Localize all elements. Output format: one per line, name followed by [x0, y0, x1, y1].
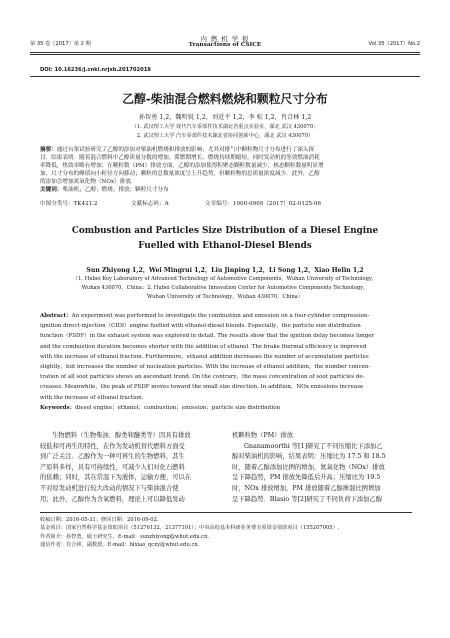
- footnotes: [40, 516, 420, 550]
- paper-title-en-line-1: Combustion and Particles Size Distribution of a Diesel Engine: [71, 226, 379, 236]
- body-left-line: 的依赖；同时，其在常温下为液体，运输方便，可以在: [40, 474, 192, 482]
- body-left-line: 产原料多样，具有可持续性，可减少人们对化石燃料: [40, 463, 185, 471]
- affiliation-cn-2: 2. 武汉理工大学 汽车零部件技术湖北省协同创新中心，湖北 武汉 430070）: [136, 133, 314, 139]
- abstract-en: [40, 311, 412, 413]
- abstract-en-label: Abstract：: [40, 313, 72, 319]
- abstract-en-line: tration of all soot particles shows an ascendant trend. On the contrary，the mass concentration of soot particles de-: [40, 374, 365, 381]
- body-left-line: 到广泛关注．乙醇作为一种可再生的生物燃料，其生: [40, 453, 185, 461]
- body-left-line: 生物燃料（生物柴油、醇类和醚类等）因具有排放: [52, 432, 191, 439]
- body-right-line: 时，随着乙醇添加比例的增加，氮氧化物（NOx）排放: [232, 463, 385, 471]
- footnote-funding: 基金项目：国家自然科学基金资助项目（51276132，21377101）；中央高校基本科研业务费专项资金资助项目（155207005）.: [40, 525, 340, 532]
- body-column-left: [40, 431, 220, 505]
- authors-en: Sun Zhiyong 1,2，Wei Mingrui 1,2，Liu Jinping 1,2，Li Song 1,2，Xiao Helin 1,2: [86, 267, 364, 274]
- affiliation-en-3: Wuhan University of Technology，Wuhan 430070，China）: [147, 294, 303, 300]
- abstract-en-line: creases. Meanwhile，the peak of PSDF moves toward the small size direction. In addition，NOx emissions increase: [40, 384, 364, 391]
- body-right-line: Gnanamoorthi 等[1]研究了不同压缩比下添加乙: [244, 442, 383, 450]
- body-right-line: 醇对柴油机的影响，结果表明：压缩比为 17.5 和 18.5: [232, 453, 386, 461]
- body-left-line: 用；此外，乙醇作为含氧燃料，理论上可以降低发动: [40, 495, 185, 503]
- body-right-line: 时，NOx 排放增加，PM 排放随着乙醇掺混比例增加: [232, 484, 381, 492]
- header-rule-2: [30, 54, 420, 55]
- doc-code: 文献标志码：A: [131, 201, 169, 207]
- abstract-en-line: An experiment was performed to investigate the combustion and emission on a four-cylinder compression-: [71, 313, 370, 319]
- abstract-cn-line: 通过台架试验研究了乙醇的添加对柴油机燃烧和排放的影响，尤其对排气中颗粒物尺寸分布进行了深入探: [56, 147, 315, 153]
- abstract-cn-line: 加，尺寸分布的峰值向小粒径方向移动；颗粒的总数量浓度呈上升趋势，但颗粒物的总质量浓度减少．此外，乙醇: [40, 171, 320, 178]
- footnote-corresponding: 通信作者：肖合林，副教授，E-mail：hlxiao_qcxy@whut.edu.cn.: [40, 542, 200, 549]
- abstract-cn: [40, 146, 410, 195]
- abstract-cn-label: 摘要：: [40, 147, 57, 153]
- body-left-line: 较低和可再生的特性，在作为发动机替代燃料方面受: [40, 442, 185, 450]
- abstract-en-line: slightly，but increases the number of nucleation particles. With the increase of ethanol addition，the number concen-: [40, 364, 371, 371]
- affiliation-en-1: （1. Hubei Key Laboratory of Advanced Technology of Automotive Components，Wuhan University of Technology，: [72, 276, 378, 282]
- footnote-author: 作者简介：孙智勇，硕士研究生，E-mail：sunzhiyong@whut.edu.cn.: [40, 533, 210, 540]
- keywords-en: diesel engine；ethanol；combustion；emission；particle size distribution: [75, 404, 281, 411]
- authors-cn: 孙智勇 1,2，魏明锐 1,2，刘近平 1,2，李 松 1,2，肖合林 1,2: [138, 114, 312, 121]
- abstract-en-line: with the increase of ethanol fraction. Furthermore，ethanol addition decreases the number of accumulation particles: [40, 353, 369, 360]
- journal-issue-left: 第 35 卷（2017）第 2 期: [30, 41, 91, 47]
- body-left-line: 不对原发动机进行较大改动的情况下与柴油混合使: [40, 484, 179, 492]
- footnote-rule: [40, 512, 412, 513]
- abstract-cn-line: 的添加会增加氮氧化物（NOx）排放．: [40, 179, 137, 186]
- header-rule: [30, 52, 420, 53]
- abstract-en-line: and the combustion duration becomes shorter with the addition of ethanol. The brake thermal efficiency is improved: [40, 343, 367, 350]
- abstract-en-line: with the increase of ethanol fraction.: [40, 394, 144, 401]
- body-column-right: [232, 431, 412, 505]
- keywords-cn: 柴油机；乙醇；燃烧；排放；颗粒尺寸分布: [62, 187, 169, 194]
- keywords-cn-label: 关键词：: [40, 187, 63, 194]
- clc-number: 中图分类号：TK421.2: [40, 201, 98, 207]
- paper-title-cn: 乙醇-柴油混合燃料燃烧和颗粒尺寸分布: [122, 92, 328, 106]
- affiliation-en-2: Wuhan 430070，China；2. Hubei Collaborative Innovation Center for Automotive Components Technology，: [81, 285, 369, 291]
- journal-name-en: Transactions of CSICE: [188, 42, 262, 48]
- doi-rule: [30, 76, 420, 77]
- footnote-received: 收稿日期：2016-05-31；修回日期：2016-09-02.: [40, 517, 159, 523]
- article-number: 文章编号：1000-0909（2017）02-0125-06: [205, 201, 322, 207]
- abstract-cn-line: 率降低，热效率略有增加；在颗粒数（PM）排放方面，乙醇的添加使得积聚态颗粒数量减少，核态颗粒数量明显增: [40, 163, 324, 170]
- affiliation-cn-1: （1. 武汉理工大学 现代汽车零部件技术湖北省重点实验室，湖北 武汉 430070；: [131, 124, 319, 130]
- journal-name-cn: 内 燃 机 学 报: [200, 35, 250, 43]
- body-right-line: 机颗粒物（PM）排放．: [232, 432, 300, 439]
- journal-issue-right: Vol.35（2017）No.2: [368, 41, 420, 47]
- body-right-line: 呈下降趋势，PM 排放先降低后升高；压缩比为 19.5: [232, 474, 381, 482]
- keywords-en-label: Keywords：: [40, 404, 76, 411]
- abstract-en-line: function（PSDF）in the exhaust system was explored in detail. The results show that the ignition delay becomes longer: [40, 333, 375, 340]
- paper-title-en-line-2: Fuelled with Ethanol-Diesel Blends: [138, 241, 312, 251]
- doi: DOI: 10.16236/j.cnki.nrjxb.201702018: [40, 67, 151, 73]
- abstract-cn-line: 讨．结果表明：随着混合燃料中乙醇质量分数的增加，滞燃期增长、燃烧持续期缩短，同时发动机的等效燃油消耗: [40, 155, 320, 162]
- abstract-en-line: ignition direct-injection（CIDI）engine fuelled with ethanol-diesel blends. Especially，the particle size distribution: [40, 323, 361, 330]
- body-right-line: 呈下降趋势．Blasio 等[2]研究了不同负荷下添加乙醇: [232, 495, 382, 503]
